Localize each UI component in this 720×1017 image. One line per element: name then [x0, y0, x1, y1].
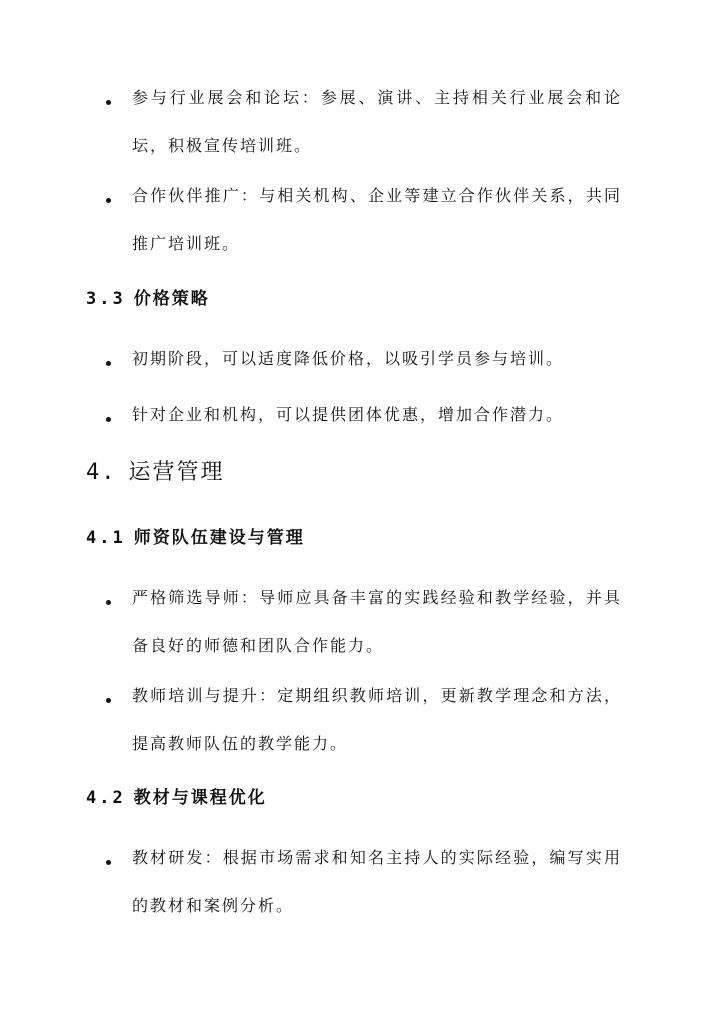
list-item-text: 严格筛选导师：导师应具备丰富的实践经验和教学经验，并具备良好的师德和团队合作能力。: [132, 588, 622, 655]
list-item-text: 参与行业展会和论坛：参展、演讲、主持相关行业展会和论坛，积极宣传培训班。: [132, 88, 622, 155]
list-item-text: 合作伙伴推广：与相关机构、企业等建立合作伙伴关系，共同推广培训班。: [132, 186, 622, 253]
section-heading-4-1: [86, 527, 305, 549]
list-item-text: 针对企业和机构，可以提供团体优惠，增加合作潜力。: [132, 405, 565, 424]
section-title: 师资队伍建设与管理: [133, 528, 305, 548]
bullet-dot: [106, 698, 111, 703]
bullet-dot: [106, 100, 111, 105]
bullet-dot: [106, 361, 111, 366]
section-heading-4-2: [86, 787, 267, 809]
list-item-text: 初期阶段，可以适度降低价格，以吸引学员参与培训。: [132, 349, 565, 368]
section-title: 教材与课程优化: [133, 788, 267, 808]
chapter-heading-4: [86, 459, 225, 487]
chapter-title: 运营管理: [128, 460, 225, 485]
bullet-dot: [106, 417, 111, 422]
section-title: 价格策略: [133, 289, 210, 309]
section-heading-3-3: [86, 288, 210, 310]
chapter-number: 4.: [86, 460, 117, 485]
list-item-text: 教师培训与提升：定期组织教师培训，更新教学理念和方法，提高教师队伍的教学能力。: [132, 686, 622, 753]
list-item-text: 教材研发：根据市场需求和知名主持人的实际经验，编写实用的教材和案例分析。: [132, 848, 622, 915]
section-number: 4.1: [86, 528, 126, 548]
bullet-dot: [106, 600, 111, 605]
bullet-dot: [106, 198, 111, 203]
section-number: 3.3: [86, 289, 126, 309]
bullet-dot: [106, 860, 111, 865]
section-number: 4.2: [86, 788, 126, 808]
